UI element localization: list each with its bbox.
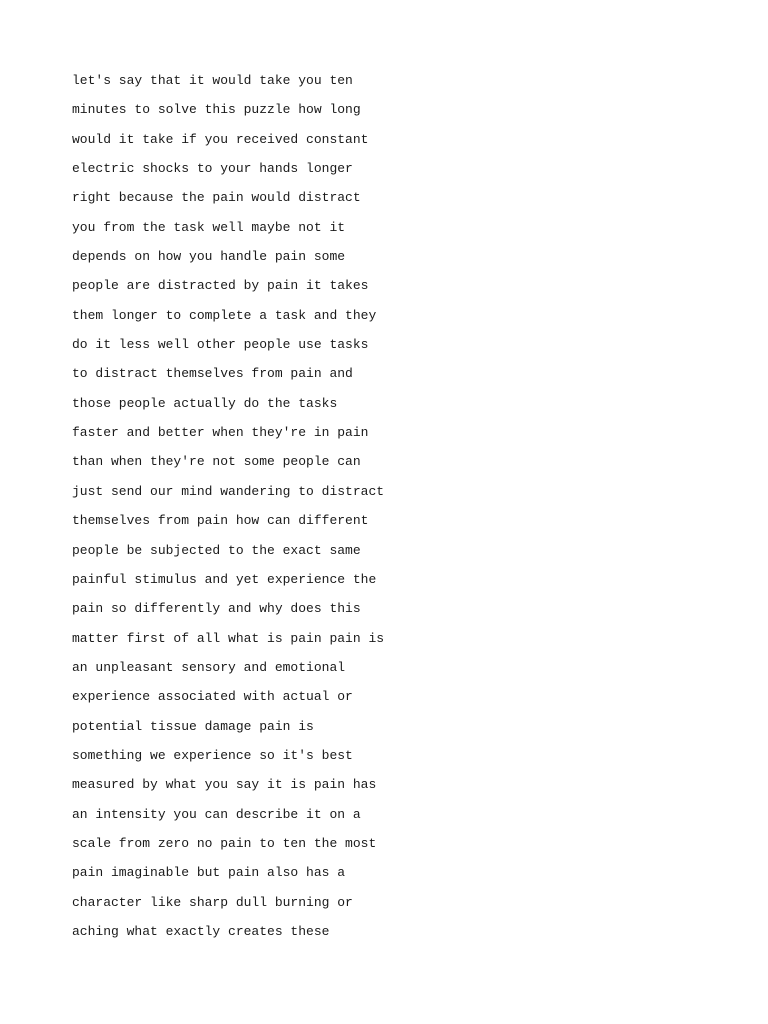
text-line: measured by what you say it is pain has bbox=[72, 777, 377, 793]
text-line: do it less well other people use tasks bbox=[72, 337, 369, 353]
text-line: aching what exactly creates these bbox=[72, 923, 330, 939]
text-line: matter first of all what is pain pain is bbox=[72, 630, 385, 646]
text-line: something we experience so it's best bbox=[72, 747, 353, 763]
text-line: themselves from pain how can different bbox=[72, 513, 369, 529]
text-line: electric shocks to your hands longer bbox=[72, 161, 353, 177]
text-line: depends on how you handle pain some bbox=[72, 249, 346, 265]
text-line: than when they're not some people can bbox=[72, 454, 361, 470]
text-line: pain imaginable but pain also has a bbox=[72, 865, 346, 881]
text-line: let's say that it would take you ten bbox=[72, 73, 353, 88]
text-line: scale from zero no pain to ten the most bbox=[72, 835, 377, 851]
text-line: an intensity you can describe it on a bbox=[72, 806, 361, 822]
text-line: them longer to complete a task and they bbox=[72, 307, 377, 323]
text-line: experience associated with actual or bbox=[72, 689, 353, 705]
text-line: character like sharp dull burning or bbox=[72, 894, 353, 910]
text-line: those people actually do the tasks bbox=[72, 395, 338, 411]
text-line: potential tissue damage pain is bbox=[72, 718, 314, 734]
text-line: right because the pain would distract bbox=[72, 190, 361, 206]
transcript-text bbox=[72, 66, 692, 946]
text-line: minutes to solve this puzzle how long bbox=[72, 102, 361, 118]
text-line: would it take if you received constant bbox=[72, 131, 369, 147]
text-line: people be subjected to the exact same bbox=[72, 542, 361, 558]
text-line: just send our mind wandering to distract bbox=[72, 483, 385, 499]
text-line: you from the task well maybe not it bbox=[72, 219, 346, 235]
text-line: faster and better when they're in pain bbox=[72, 425, 369, 441]
text-line: to distract themselves from pain and bbox=[72, 366, 353, 382]
text-line: pain so differently and why does this bbox=[72, 601, 361, 617]
text-line: painful stimulus and yet experience the bbox=[72, 571, 377, 587]
text-line: people are distracted by pain it takes bbox=[72, 278, 369, 294]
text-line: an unpleasant sensory and emotional bbox=[72, 659, 346, 675]
